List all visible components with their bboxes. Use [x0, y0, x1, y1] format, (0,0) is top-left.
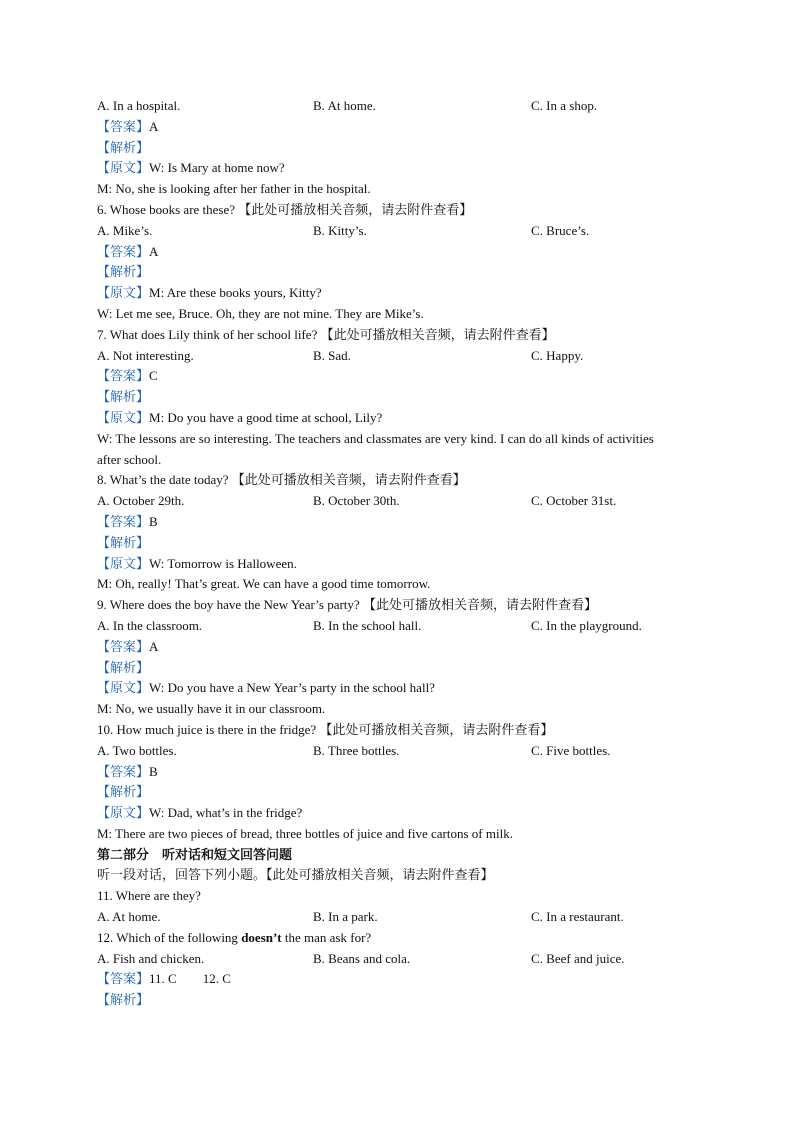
option-a: A. October 29th.: [97, 493, 185, 509]
option-a: A. Not interesting.: [97, 347, 194, 363]
section-heading: 第二部分 听对话和短文回答问题: [97, 846, 293, 862]
analysis-line: [97, 782, 697, 803]
script-text: W: Do you have a New Year’s party in the school hall?: [149, 680, 435, 696]
analysis-label: 【解析】: [97, 534, 150, 550]
question-line: [97, 325, 697, 346]
question-text: 9. Where does the boy have the New Year’s party?: [97, 597, 360, 613]
option-b: B. In a park.: [313, 909, 378, 925]
original-label: 【原文】: [97, 160, 150, 176]
answer-line: [97, 637, 697, 658]
q10-options: [97, 741, 697, 762]
question-text: the man ask for?: [281, 929, 372, 945]
answer-label: 【答案】: [97, 368, 150, 384]
script-line: [97, 554, 697, 575]
script-text: M: Are these books yours, Kitty?: [149, 285, 322, 301]
option-b: B. Sad.: [313, 347, 351, 363]
script-line: [97, 803, 697, 824]
answer-label: 【答案】: [97, 763, 150, 779]
answer-line: [97, 512, 697, 533]
answer-value: A: [149, 243, 159, 259]
q7-options: [97, 346, 697, 367]
option-c: C. In the playground.: [531, 617, 642, 633]
analysis-line: [97, 387, 697, 408]
analysis-label: 【解析】: [97, 784, 150, 800]
option-a: A. Two bottles.: [97, 742, 177, 758]
script-line: M: No, she is looking after her father in the hospital.: [97, 181, 371, 197]
audio-note: 【此处可播放相关音频，请去附件查看】: [362, 597, 597, 613]
answer-label: 【答案】: [97, 513, 150, 529]
answer-value: 12. C: [202, 971, 231, 987]
audio-note: 【此处可播放相关音频，请去附件查看】: [231, 472, 466, 488]
option-b: B. In the school hall.: [313, 617, 422, 633]
option-b: B. October 30th.: [313, 493, 400, 509]
option-b: B. Beans and cola.: [313, 950, 411, 966]
script-line: M: There are two pieces of bread, three bottles of juice and five cartons of milk.: [97, 825, 513, 841]
q12-options: [97, 949, 697, 970]
original-label: 【原文】: [97, 285, 150, 301]
question-text: 6. Whose books are these?: [97, 201, 236, 217]
option-a: A. Mike’s.: [97, 222, 153, 238]
audio-note: 【此处可播放相关音频，请去附件查看】: [320, 326, 555, 342]
script-line: W: The lessons are so interesting. The teachers and classmates are very kind. I can do all kinds of activities after school.: [97, 430, 654, 467]
q8-options: [97, 491, 697, 512]
analysis-line: [97, 262, 697, 283]
q9-options: [97, 616, 697, 637]
answer-value: C: [149, 368, 158, 384]
option-a: A. In a hospital.: [97, 98, 181, 113]
section-instruction: 听一段对话，回答下列小题。【此处可播放相关音频，请去附件查看】: [97, 867, 494, 883]
q5-options: [97, 96, 697, 117]
answer-value: A: [149, 638, 159, 654]
answer-line: [97, 242, 697, 263]
answer-label: 【答案】: [97, 243, 150, 259]
option-b: B. Three bottles.: [313, 742, 400, 758]
original-label: 【原文】: [97, 555, 150, 571]
answer-value: B: [149, 513, 158, 529]
answer-value: 11. C: [149, 971, 177, 987]
option-c: C. Happy.: [531, 347, 584, 363]
answer-line: [97, 366, 697, 387]
answer-value: B: [149, 763, 158, 779]
audio-note: 【此处可播放相关音频，请去附件查看】: [238, 201, 473, 217]
question-emphasis: doesn’t: [241, 929, 282, 945]
question-line: [97, 928, 697, 949]
question-text: 8. What’s the date today?: [97, 472, 229, 488]
analysis-line: [97, 658, 697, 679]
option-a: A. Fish and chicken.: [97, 950, 205, 966]
question-line: [97, 595, 697, 616]
script-text: W: Is Mary at home now?: [149, 160, 285, 176]
answer-line: [97, 117, 697, 138]
answer-line: [97, 762, 697, 783]
option-c: C. Beef and juice.: [531, 950, 625, 966]
original-label: 【原文】: [97, 805, 150, 821]
answer-label: 【答案】: [97, 971, 150, 987]
analysis-label: 【解析】: [97, 992, 150, 1008]
option-c: C. In a restaurant.: [531, 909, 624, 925]
question-line: 11. Where are they?: [97, 888, 201, 904]
analysis-label: 【解析】: [97, 659, 150, 675]
q11-options: [97, 907, 697, 928]
answer-value: A: [149, 118, 159, 134]
script-line: W: Let me see, Bruce. Oh, they are not mine. They are Mike’s.: [97, 305, 424, 321]
question-text: 12. Which of the following: [97, 929, 242, 945]
option-c: C. In a shop.: [531, 98, 598, 113]
script-line: [97, 158, 697, 179]
analysis-label: 【解析】: [97, 389, 150, 405]
question-line: [97, 200, 697, 221]
question-text: 10. How much juice is there in the fridge?: [97, 721, 317, 737]
answer-line: [97, 969, 697, 990]
q6-options: [97, 221, 697, 242]
option-a: A. At home.: [97, 909, 161, 925]
option-a: A. In the classroom.: [97, 617, 203, 633]
script-line: [97, 283, 697, 304]
analysis-line: [97, 138, 697, 159]
option-b: B. Kitty’s.: [313, 222, 367, 238]
document-page: [97, 96, 697, 1011]
script-line: M: No, we usually have it in our classroom.: [97, 701, 326, 717]
original-label: 【原文】: [97, 680, 150, 696]
script-text: M: Do you have a good time at school, Lily?: [149, 409, 383, 425]
option-c: C. Five bottles.: [531, 742, 611, 758]
analysis-line: [97, 990, 697, 1011]
option-c: C. October 31st.: [531, 493, 617, 509]
question-text: 7. What does Lily think of her school life?: [97, 326, 318, 342]
question-line: [97, 720, 697, 741]
question-line: [97, 470, 697, 491]
option-b: B. At home.: [313, 98, 376, 113]
answer-label: 【答案】: [97, 118, 150, 134]
script-text: W: Dad, what’s in the fridge?: [149, 805, 303, 821]
script-line: M: Oh, really! That’s great. We can have a good time tomorrow.: [97, 576, 431, 592]
analysis-label: 【解析】: [97, 264, 150, 280]
script-line: [97, 408, 697, 429]
original-label: 【原文】: [97, 409, 150, 425]
analysis-label: 【解析】: [97, 139, 150, 155]
script-line: [97, 678, 697, 699]
audio-note: 【此处可播放相关音频，请去附件查看】: [319, 721, 554, 737]
analysis-line: [97, 533, 697, 554]
script-text: W: Tomorrow is Halloween.: [149, 555, 297, 571]
answer-label: 【答案】: [97, 638, 150, 654]
option-c: C. Bruce’s.: [531, 222, 590, 238]
